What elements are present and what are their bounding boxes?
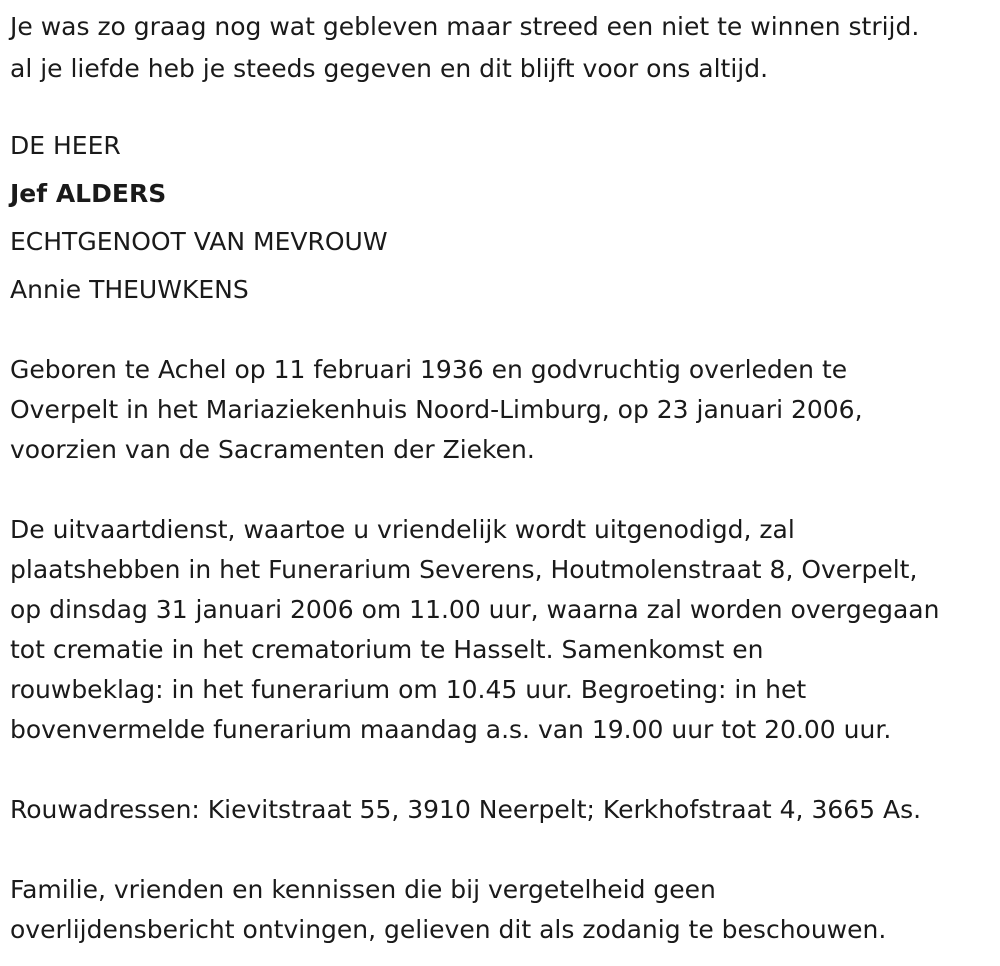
deceased-block [10,126,388,318]
funeral-paragraph [10,510,939,750]
funeral-line-3: op dinsdag 31 januari 2006 om 11.00 uur, waarna zal worden overgegaan [10,595,940,624]
relation-label: ECHTGENOOT VAN MEVROUW [10,227,388,256]
poem-line-2: al je liefde heb je steeds gegeven en dit blijft voor ons altijd. [10,54,769,83]
funeral-line-5: rouwbeklag: in het funerarium om 10.45 uur. Begroeting: in het [10,675,807,704]
addresses-paragraph [10,790,921,830]
birth-death-paragraph [10,350,863,470]
family-note-line-1: Familie, vrienden en kennissen die bij vergetelheid geen [10,875,716,904]
family-note-paragraph [10,870,886,950]
funeral-line-2: plaatshebben in het Funerarium Severens, Houtmolenstraat 8, Overpelt, [10,555,918,584]
poem-block [10,7,919,89]
honorific-title: DE HEER [10,131,121,160]
birth-death-line-1: Geboren te Achel op 11 februari 1936 en godvruchtig overleden te [10,355,848,384]
funeral-line-1: De uitvaartdienst, waartoe u vriendelijk wordt uitgenodigd, zal [10,515,795,544]
family-note-line-2: overlijdensbericht ontvingen, gelieven dit als zodanig te beschouwen. [10,915,887,944]
addresses-line: Rouwadressen: Kievitstraat 55, 3910 Neerpelt; Kerkhofstraat 4, 3665 As. [10,795,922,824]
spouse-name: Annie THEUWKENS [10,275,249,304]
funeral-line-6: bovenvermelde funerarium maandag a.s. van 19.00 uur tot 20.00 uur. [10,715,892,744]
birth-death-line-3: voorzien van de Sacramenten der Zieken. [10,435,535,464]
funeral-line-4: tot crematie in het crematorium te Hasselt. Samenkomst en [10,635,764,664]
poem-line-1: Je was zo graag nog wat gebleven maar streed een niet te winnen strijd. [10,12,920,41]
deceased-name: Jef ALDERS [10,179,167,208]
birth-death-line-2: Overpelt in het Mariaziekenhuis Noord-Limburg, op 23 januari 2006, [10,395,863,424]
